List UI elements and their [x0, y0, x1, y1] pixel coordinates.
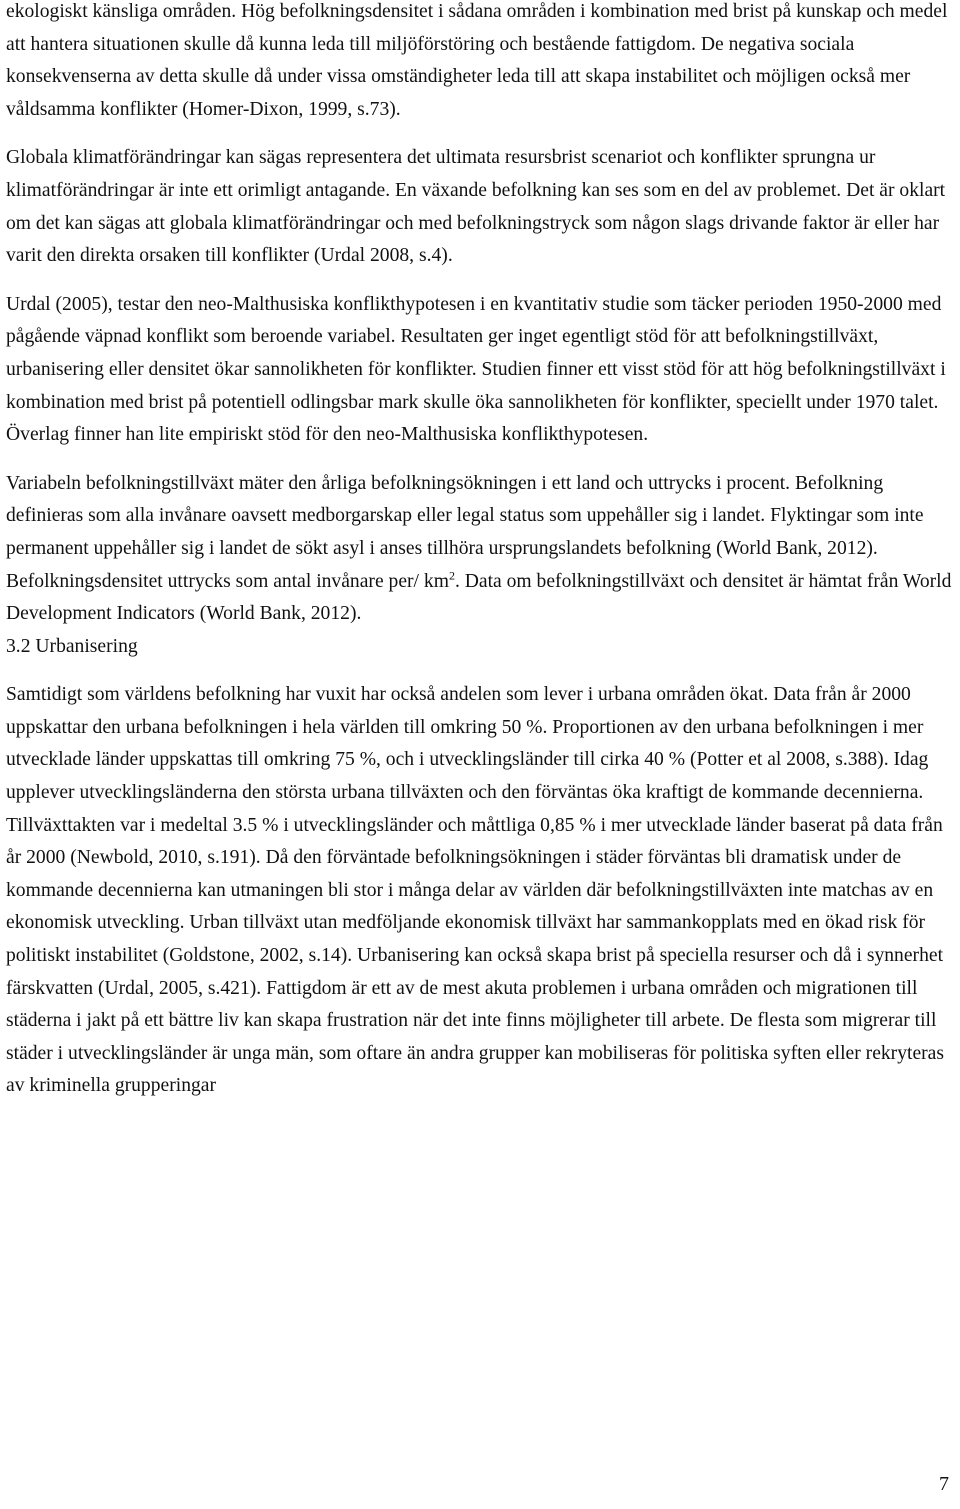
- paragraph-population-variable: [6, 468, 956, 631]
- paragraph-resource-scarcity: ekologiskt känsliga områden. Hög befolkningsdensitet i sådana områden i kombination med brist på kunskap och medel att hantera situationen skulle då kunna leda till miljöförstöring och bestående fattigdom. De negativa sociala konsekvenserna av detta skulle då under vissa omständigheter leda till att skapa instabilitet och möjligen också mer våldsamma konflikter (Homer-Dixon, 1999, s.73).: [6, 1, 948, 120]
- paragraph-urbanization: Samtidigt som världens befolkning har vuxit har också andelen som lever i urbana områden ökat. Data från år 2000 uppskattar den urbana befolkningen i hela världen till omkring 50 %. Proportionen av den urbana befolkningen i mer utvecklade länder uppskattas till omkring 75 %, och i utvecklingsländer till cirka 40 % (Potter et al 2008, s.388). Idag upplever utvecklingsländerna den största urbana tillväxten och den förväntas öka kraftigt de kommande decennierna. Tillväxttakten var i medeltal 3.5 % i utvecklingsländer och måttliga 0,85 % i mer utvecklade länder baserat på data från år 2000 (Newbold, 2010, s.191). Då den förväntade befolkningsökningen i städer förväntas bli dramatisk under de kommande decennierna kan utmaningen bli stor i många delar av världen där befolkningstillväxten inte matchas av en ekonomisk utveckling. Urban tillväxt utan medföljande ekonomisk tillväxt har sammankopplats med en ökad risk för politiskt instabilitet (Goldstone, 2002, s.14). Urbanisering kan också skapa brist på speciella resurser och då i synnerhet färskvatten (Urdal, 2005, s.421). Fattigdom är ett av de mest akuta problemen i urbana områden och migrationen till städerna i jakt på ett bättre liv kan skapa frustration när det inte finns möjligheter till arbete. De flesta som migrerar till städer i utvecklingsländer är unga män, som oftare än andra grupper kan mobiliseras för politiska syften eller rekryteras av kriminella grupperingar: [6, 684, 944, 1097]
- paragraph-urdal-study: Urdal (2005), testar den neo-Malthusiska konflikthypotesen i en kvantitativ studie som täcker perioden 1950-2000 med pågående väpnad konflikt som beroende variabel. Resultaten ger inget egentligt stöd för att befolkningstillväxt, urbanisering eller densitet ökar sannolikheten för konflikter. Studien finner ett visst stöd för att hög befolkningstillväxt i kombination med brist på potentiell odlingsbar mark skulle öka sannolikheten för konflikter, speciellt under 1970 talet. Överlag finner han lite empiriskt stöd för den neo-Malthusiska konflikthypotesen.: [6, 293, 946, 446]
- page-number: 7: [939, 1473, 949, 1495]
- superscript-square: 2: [448, 567, 455, 582]
- section-heading: 3.2 Urbanisering: [6, 635, 138, 657]
- paragraph-population-variable-tail: . Data om befolkningstillväxt och densitet är hämtat från World Development Indicators (World Bank, 2012).: [6, 570, 952, 625]
- paragraph-population-variable-text: Variabeln befolkningstillväxt mäter den årliga befolkningsökningen i ett land och uttrycks i procent. Befolkning definieras som alla invånare oavsett medborgarskap eller legal status som uppehåller sig i landet. Flyktingar som inte permanent uppehåller sig i landet de sökt asyl i anses tillhöra ursprungslandets befolkning (World Bank, 2012). Befolkningsdensitet uttrycks som antal invånare per/ km: [6, 472, 924, 592]
- paragraph-climate-change: Globala klimatförändringar kan sägas representera det ultimata resursbrist scenariot och konflikter sprungna ur klimatförändringar är inte ett orimligt antagande. En växande befolkning kan ses som en del av problemet. Det är oklart om det kan sägas att globala klimatförändringar och med befolkningstryck som någon slags drivande faktor är eller har varit den direkta orsaken till konflikter (Urdal 2008, s.4).: [6, 147, 946, 267]
- document-page: [6, 0, 956, 1103]
